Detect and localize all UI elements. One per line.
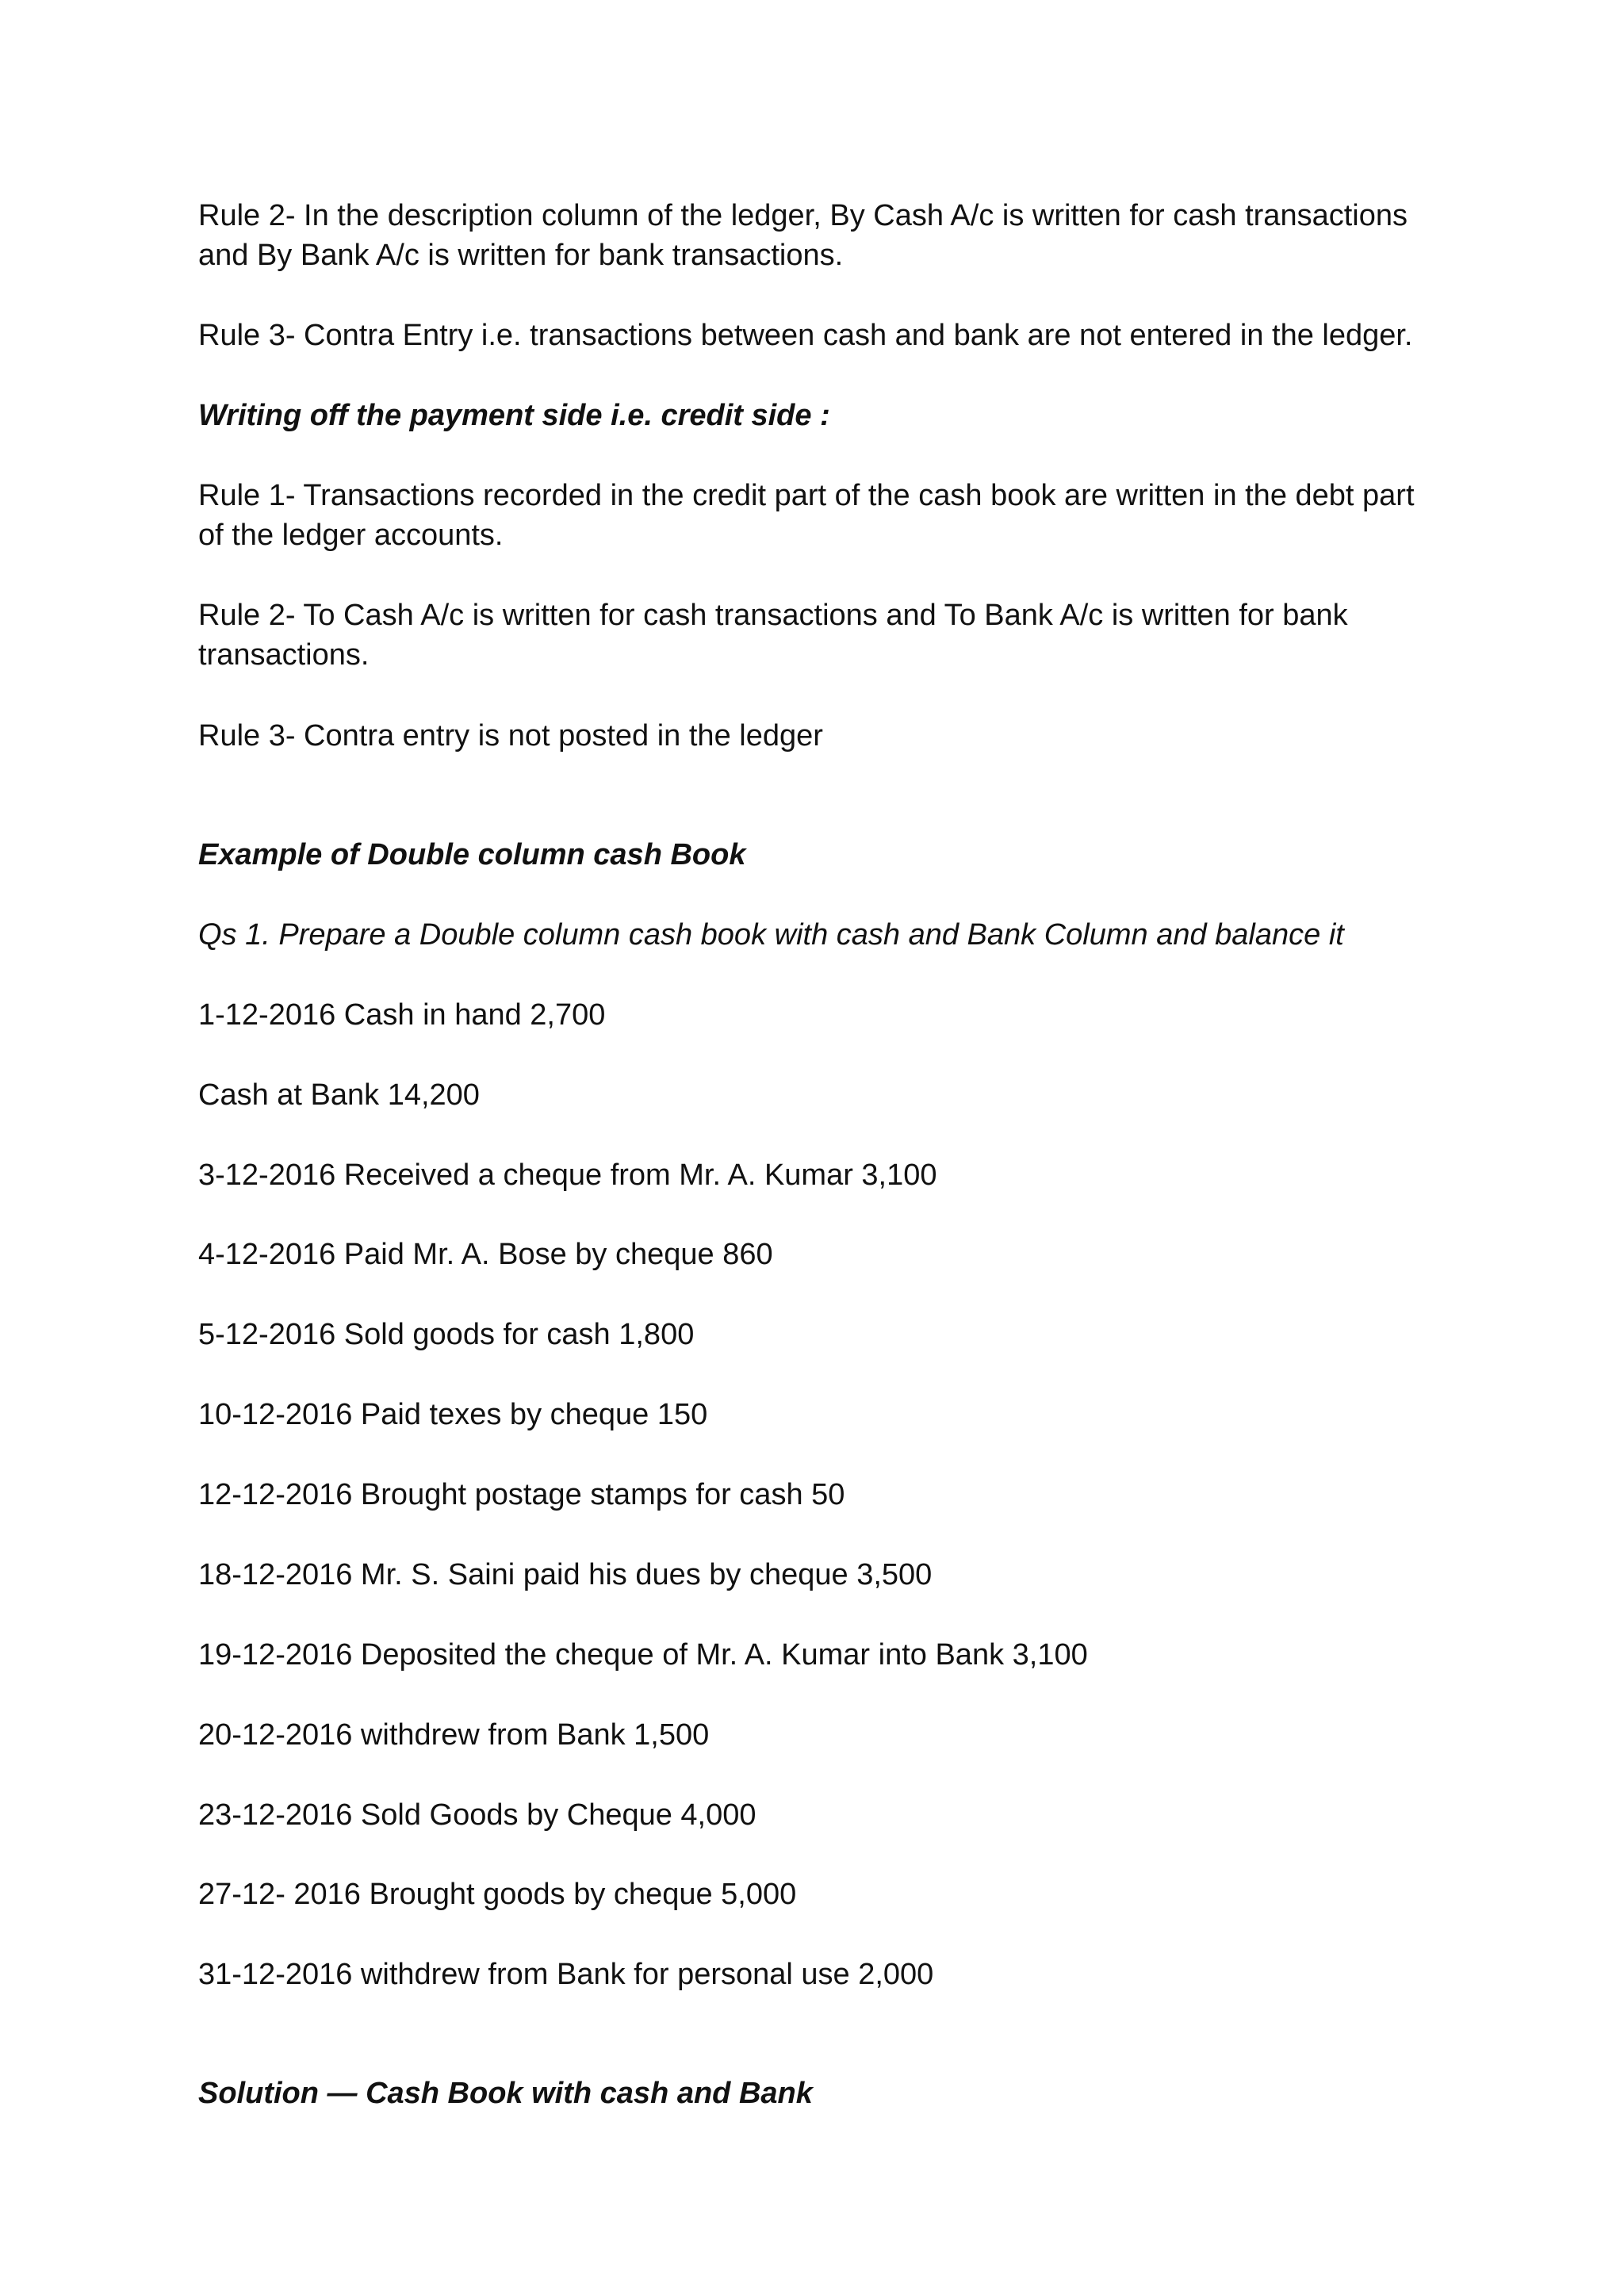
transaction-item: 23-12-2016 Sold Goods by Cheque 4,000 <box>198 1798 756 1832</box>
question-text: Qs 1. Prepare a Double column cash book with cash and Bank Column and balance it <box>198 918 1344 952</box>
debit-rule-2: Rule 2- In the description column of the ledger, By Cash A/c is written for cash transactions and By Bank A/c is written for bank transactions. <box>198 199 1408 272</box>
transaction-item: 19-12-2016 Deposited the cheque of Mr. A. Kumar into Bank 3,100 <box>198 1638 1088 1672</box>
transaction-item: 1-12-2016 Cash in hand 2,700 <box>198 998 606 1032</box>
transaction-item: 18-12-2016 Mr. S. Saini paid his dues by cheque 3,500 <box>198 1558 933 1591</box>
solution-heading: Solution — Cash Book with cash and Bank <box>198 2077 813 2110</box>
credit-side-heading: Writing off the payment side i.e. credit side : <box>198 399 830 432</box>
transaction-item: 20-12-2016 withdrew from Bank 1,500 <box>198 1718 710 1752</box>
transaction-item: 31-12-2016 withdrew from Bank for personal use 2,000 <box>198 1958 934 1991</box>
transaction-item: 12-12-2016 Brought postage stamps for cash 50 <box>198 1478 845 1511</box>
example-heading: Example of Double column cash Book <box>198 838 746 871</box>
transaction-item: 3-12-2016 Received a cheque from Mr. A. Kumar 3,100 <box>198 1158 937 1192</box>
transaction-item: 4-12-2016 Paid Mr. A. Bose by cheque 860 <box>198 1238 773 1271</box>
credit-rule-1: Rule 1- Transactions recorded in the credit part of the cash book are written in the debt part of the ledger accounts. <box>198 479 1415 552</box>
credit-rule-3: Rule 3- Contra entry is not posted in the ledger <box>198 719 823 753</box>
transaction-item: Cash at Bank 14,200 <box>198 1078 480 1112</box>
transaction-item: 10-12-2016 Paid texes by cheque 150 <box>198 1398 708 1431</box>
debit-rule-3: Rule 3- Contra Entry i.e. transactions between cash and bank are not entered in the ledger. <box>198 319 1413 352</box>
transaction-item: 5-12-2016 Sold goods for cash 1,800 <box>198 1318 695 1351</box>
transaction-item: 27-12- 2016 Brought goods by cheque 5,000 <box>198 1878 797 1911</box>
credit-rule-2: Rule 2- To Cash A/c is written for cash transactions and To Bank A/c is written for bank transactions. <box>198 599 1348 672</box>
